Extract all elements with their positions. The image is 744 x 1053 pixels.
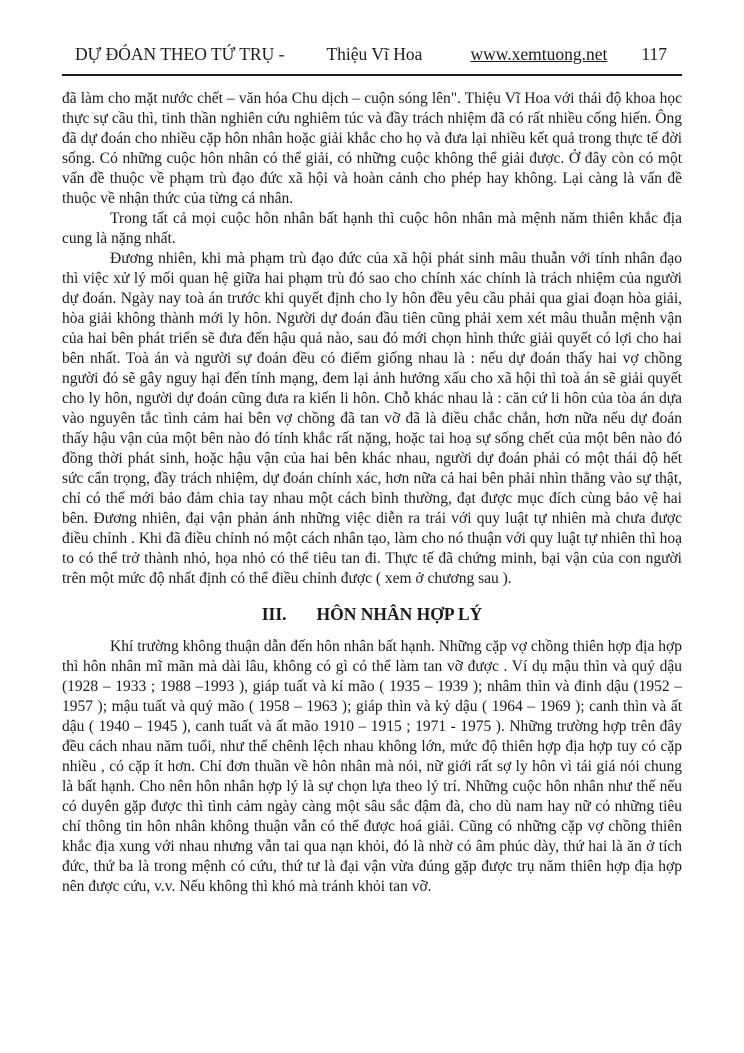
book-title: DỰ ĐÓAN THEO TỨ TRỤ - — [75, 44, 285, 64]
section-title: HÔN NHÂN HỢP LÝ — [316, 604, 483, 624]
page-number: 117 — [641, 44, 667, 64]
section-number: III. — [261, 604, 287, 624]
website-link[interactable]: www.xemtuong.net — [470, 44, 608, 64]
page-body — [62, 89, 682, 897]
paragraph: Khí trường không thuận dẫn đến hôn nhân bất hạnh. Những cặp vợ chồng thiên hợp địa hợp thì hôn nhân mĩ mãn mà dài lâu, không có gì có thể làm tan vỡ được . Ví dụ mậu thìn và quý dậu (1928 – 1933 ; 1988 –1993 ), giáp tuất và kỉ mão ( 1935 – 1939 ); nhâm thìn và đinh dậu (1952 – 1957 ); mậu tuất và quý mão ( 1958 – 1963 ); giáp thìn và kỷ dậu ( 1964 – 1969 ); canh thìn và ất dậu ( 1940 – 1945 ), canh tuất và ất mão 1910 – 1915 ; 1971 - 1975 ). Những trường hợp trên đây đều cách nhau năm tuổi, như thế chênh lệch nhau không lớn, mức độ thiên hợp địa hợp tuy có cặp nhiều , có cặp ít hơn. Chỉ đơn thuần về hôn nhân mà nói, nữ giới rất sợ ly hôn vì tái giá nói chung là bất hạnh. Cho nên hôn nhân hợp lý là sự chọn lựa theo lý trí. Những cuộc hôn nhân như thế nếu có duyên gặp được thì tình cảm ngày càng một sâu sắc đậm đà, cho dù nam hay nữ có những tiêu chí thông tin hôn nhân không thuận vẫn có thể được hoá giải. Cũng có những cặp vợ chồng thiên khắc địa xung với nhau nhưng vẫn tai qua nạn khỏi, đó là nhờ có âm phúc dày, thứ hai là ăn ở tích đức, thứ ba là trong mệnh có cứu, thứ tư là đại vận vừa đúng gặp được trụ năm thiên hợp địa hợp nên được cứu, v.v. Nếu không thì khó mà tránh khỏi tan vỡ. — [62, 638, 682, 895]
paragraph: đã làm cho mặt nước chết – văn hóa Chu dịch – cuộn sóng lên". Thiệu Vĩ Hoa với thái độ khoa học thực sự cầu thì, tinh thần nghiên cứu nghiêm túc và đầy trách nhiệm đã có rất nhiều cống hiến. Ông đã dự đoán cho nhiều cặp hôn nhân hoặc giải khắc cho họ và đưa lại nhiều kết quả trong thực tế đời sống. Có những cuộc hôn nhân có thể giải, có những cuộc không thể giải được. Ở đây còn có một vấn đề thuộc về phạm trù đạo đức xã hội và hoàn cảnh cho phép hay không. Lại càng là vấn đề thuộc về nhận thức của từng cá nhân. — [62, 90, 682, 207]
paragraph: Đương nhiên, khi mà phạm trù đạo đức của xã hội phát sinh mâu thuẫn với tính nhân đạo thì việc xử lý mối quan hệ giữa hai phạm trù đó sao cho chính xác chính là trách nhiệm của người dự đoán. Ngày nay toà án trước khi quyết định cho ly hôn đều yêu cầu phải qua giai đoạn hòa giải, hòa giải không thành mới ly hôn. Người dự đoán đầu tiên cũng phải xem xét mâu thuẫn mệnh vận của hai bên phát triển sẽ đưa đến hậu quả nào, sau đó mới chọn hình thức giải quyết có lợi cho hai bên nhất. Toà án và người sự đoán đều có điểm giống nhau là : nếu dự đoán thấy hai vợ chồng người đó sẽ gây nguy hại đến tính mạng, đem lại ảnh hưởng xấu cho xã hội thì toà án sẽ giải quyết cho ly hôn, người dự đoán cũng đưa ra kiến li hôn. Chỗ khác nhau là : căn cứ li hôn của tòa án dựa vào nguyên tắc tình cảm hai bên vợ chồng đã tan vỡ đã là điều chắc chắn, hơn nữa nếu dự đoán thấy hậu vận của một bên nào đó tính khắc rất nặng, hoặc tai hoạ sự sống chết của một bên nào đó đồng thời phát sinh, hoặc hậu vận của hai bên khác nhau, người dự đoán phải có một thái độ hết sức cẩn trọng, đầy trách nhiệm, dự đoán chính xác, hơn nữa cả hai bên phải nhìn thẳng vào sự thật, chỉ có thế mới bảo đảm chia tay nhau một cách bình thường, đạt được mục đích cùng bảo vệ hai bên. Đương nhiên, đại vận phản ánh những việc diễn ra trái với quy luật tự nhiên mà chưa được điều chỉnh . Khi đã điều chỉnh nó một cách nhân tạo, làm cho nó thuận với quy luật tự nhiên thì hoạ to có thể trở thành nhỏ, họa nhỏ có thể tiêu tan đi. Thực tế đã chứng minh, bại vận của con người trên một mức độ nhất định có thể điều chỉnh được ( xem ở chương sau ). — [62, 250, 682, 587]
paragraph: Trong tất cả mọi cuộc hôn nhân bất hạnh thì cuộc hôn nhân mà mệnh năm thiên khắc địa cung là nặng nhất. — [62, 210, 682, 247]
author-name: Thiệu Vĩ Hoa — [326, 44, 423, 64]
header-divider — [62, 74, 682, 76]
section-heading — [62, 604, 682, 624]
page-header — [62, 44, 682, 65]
